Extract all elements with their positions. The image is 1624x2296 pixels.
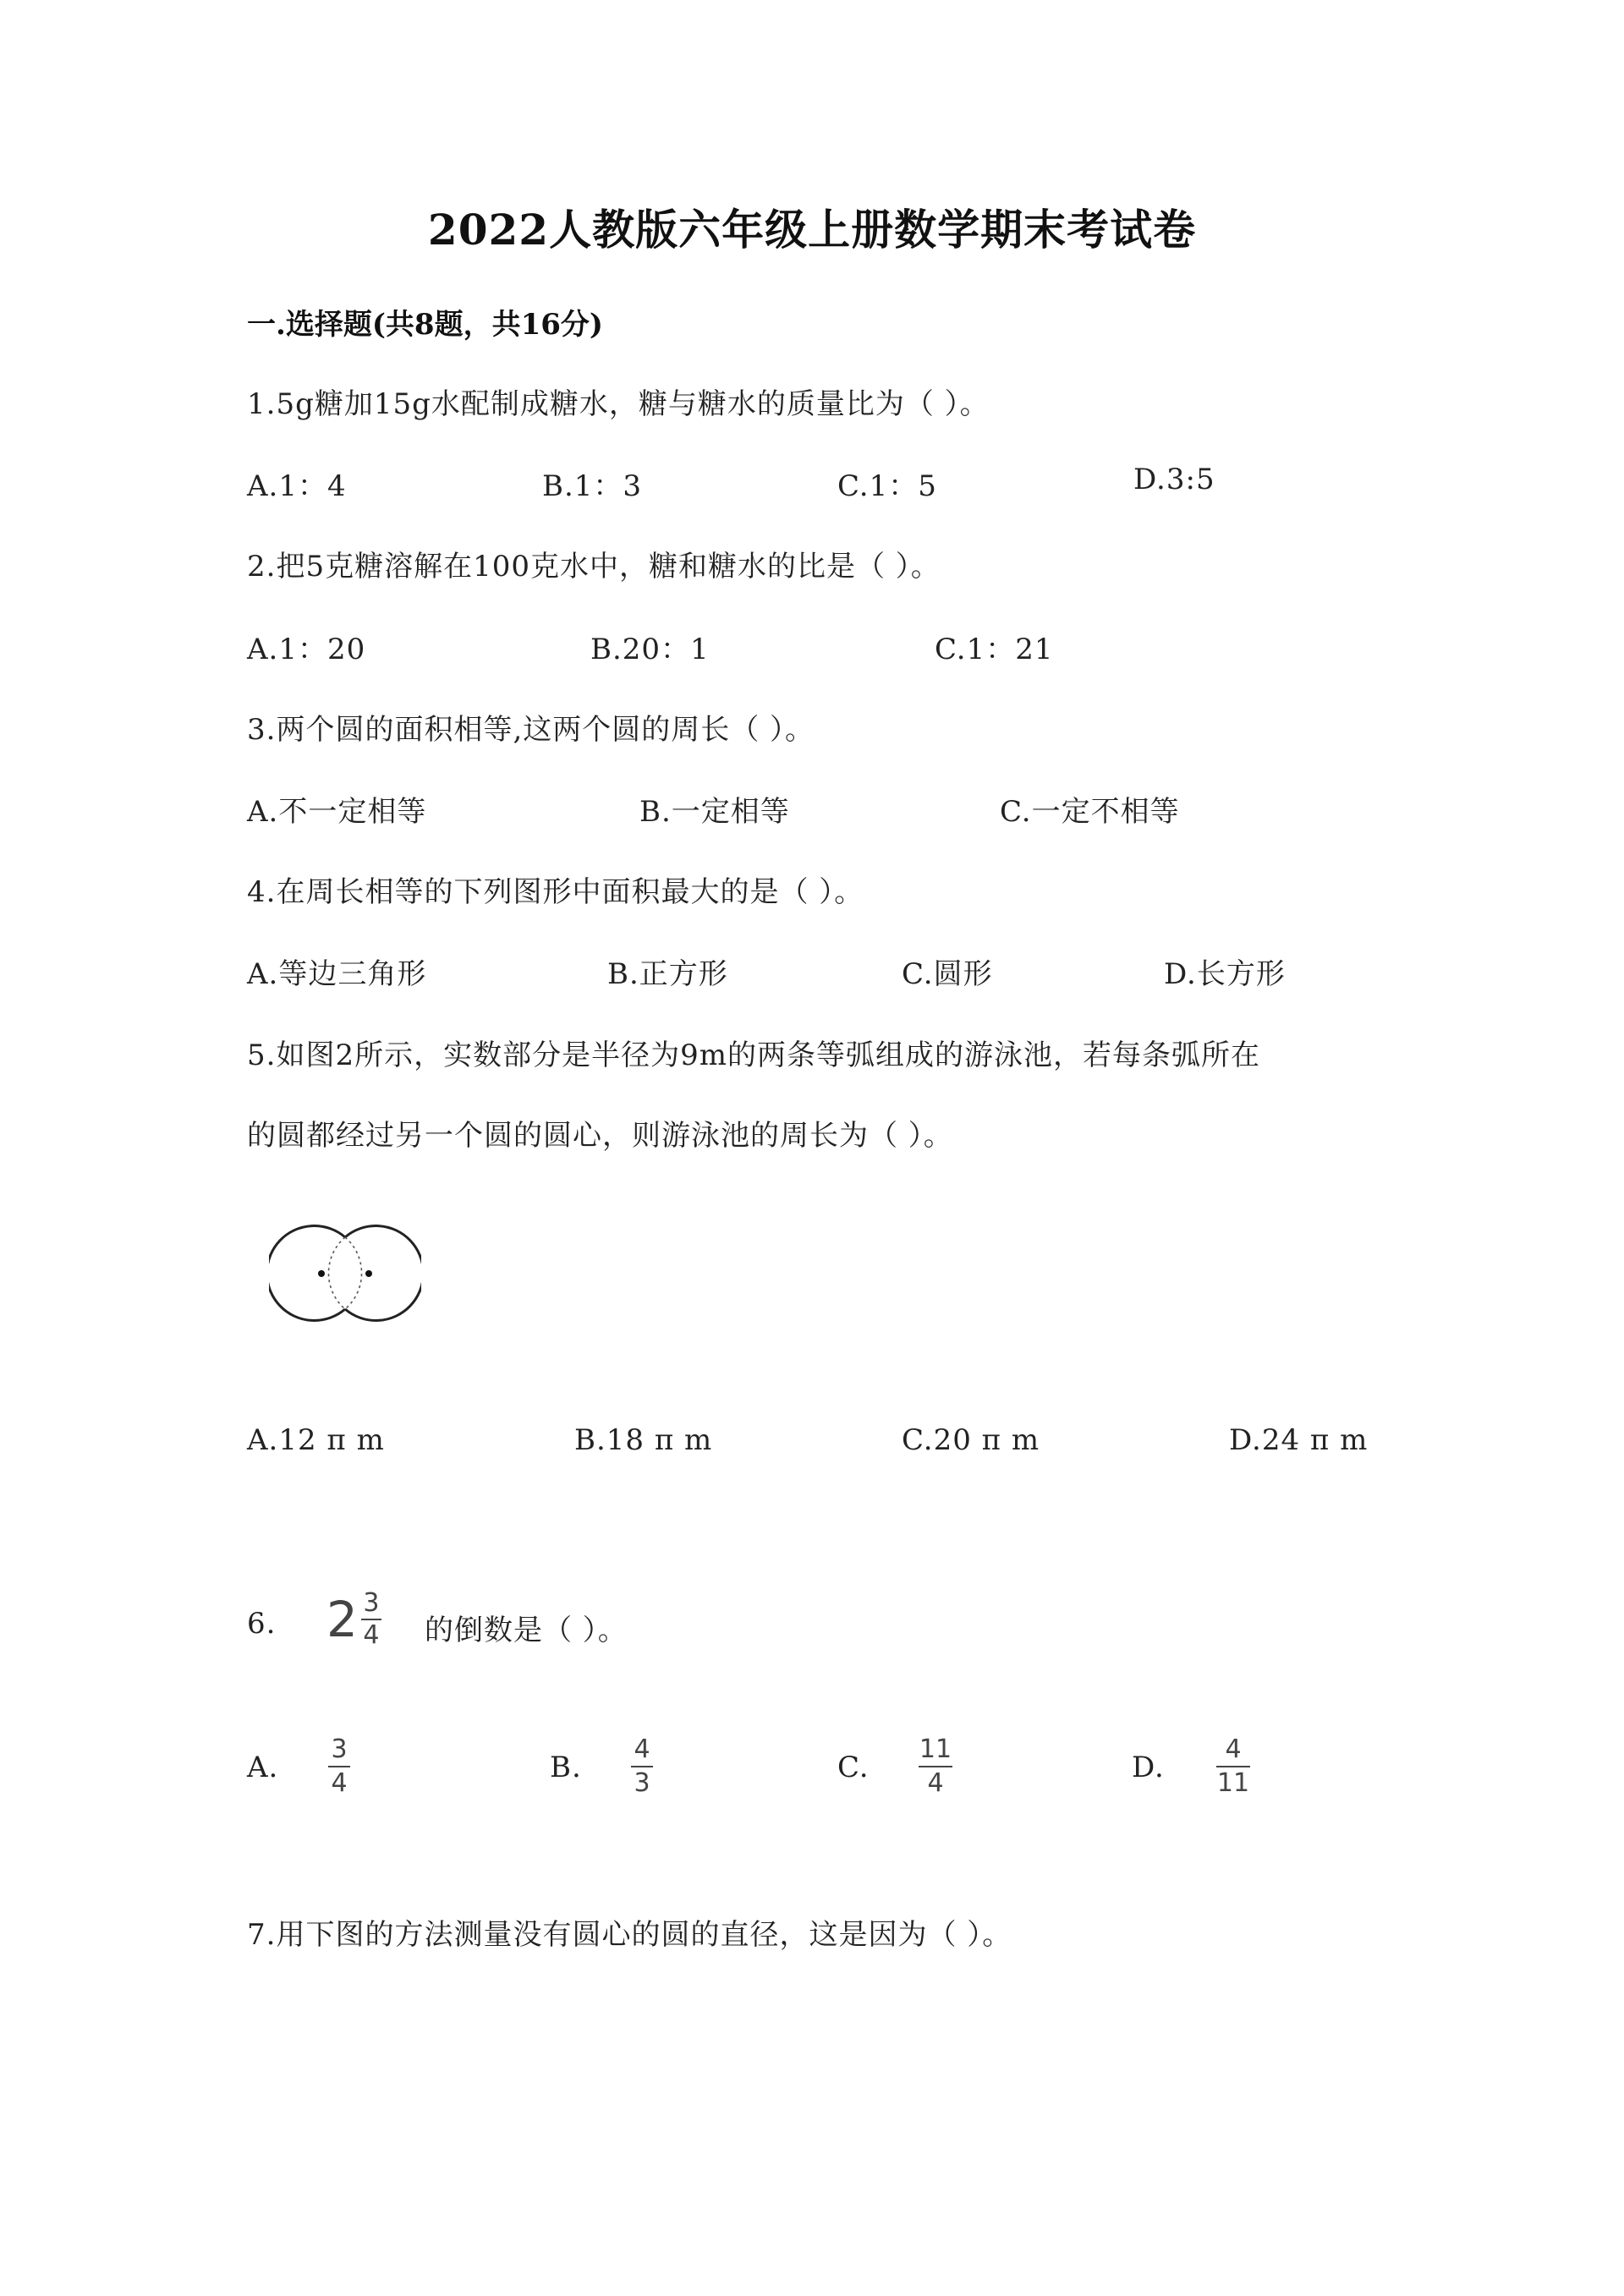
question-6-option-a-letter[interactable]: A.: [247, 1751, 279, 1784]
question-3-option-c[interactable]: C.一定不相等: [1000, 795, 1180, 829]
left-center-dot: [318, 1270, 325, 1277]
numerator: 4: [1225, 1734, 1242, 1764]
question-3-stem: 3.两个圆的面积相等,这两个圆的周长（ ）。: [247, 713, 815, 747]
question-5-option-a[interactable]: A.12 π m: [247, 1423, 385, 1457]
question-5-stem-line1: 5.如图2所示，实数部分是半径为9m的两条等弧组成的游泳池，若每条弧所在: [247, 1038, 1260, 1072]
question-4-option-b[interactable]: B.正方形: [607, 957, 728, 991]
fraction-bar: [328, 1766, 350, 1767]
question-6-suffix: 的倒数是（ ）。: [425, 1614, 628, 1647]
mixed-fraction: [361, 1590, 381, 1649]
two-circles-figure: [269, 1218, 421, 1328]
fraction-bar: [919, 1766, 952, 1767]
fraction-bar: [631, 1766, 653, 1767]
question-6-option-b-fraction[interactable]: [631, 1735, 653, 1798]
numerator: 11: [919, 1734, 952, 1764]
question-1-option-a[interactable]: A.1：4: [247, 469, 347, 503]
mixed-whole: 2: [326, 1591, 358, 1648]
left-dotted-arc: [345, 1237, 362, 1309]
question-1-option-b[interactable]: B.1：3: [542, 469, 643, 503]
mixed-denominator: 4: [363, 1620, 380, 1650]
question-5-option-d[interactable]: D.24 π m: [1229, 1423, 1369, 1457]
question-2-option-b[interactable]: B.20：1: [590, 633, 710, 666]
numerator: 4: [634, 1734, 650, 1764]
denominator: 3: [634, 1768, 650, 1798]
section-heading: 一.选择题(共8题，共16分): [247, 308, 603, 342]
question-6-option-b-letter[interactable]: B.: [550, 1751, 582, 1784]
question-7-stem: 7.用下图的方法测量没有圆心的圆的直径，这是因为（ ）。: [247, 1918, 1012, 1952]
question-2-option-c[interactable]: C.1：21: [935, 633, 1054, 666]
question-4-option-a[interactable]: A.等边三角形: [247, 957, 427, 991]
question-1-option-c[interactable]: C.1：5: [837, 469, 937, 503]
question-2-option-a[interactable]: A.1：20: [247, 633, 366, 666]
numerator: 3: [331, 1734, 348, 1764]
right-center-dot: [365, 1270, 372, 1277]
question-5-stem-line2: 的圆都经过另一个圆的圆心，则游泳池的周长为（ ）。: [247, 1119, 953, 1153]
question-4-stem: 4.在周长相等的下列图形中面积最大的是（ ）。: [247, 875, 864, 909]
question-5-option-b[interactable]: B.18 π m: [574, 1423, 713, 1457]
right-dotted-arc: [328, 1237, 345, 1309]
question-4-option-c[interactable]: C.圆形: [902, 957, 993, 991]
left-solid-arc: [269, 1226, 345, 1321]
question-6-option-a-fraction[interactable]: [328, 1735, 350, 1798]
question-1-option-d[interactable]: D.3:5: [1133, 463, 1215, 496]
question-6-option-d-fraction[interactable]: [1216, 1735, 1250, 1798]
question-3-option-b[interactable]: B.一定相等: [639, 795, 790, 829]
page-title: 2022人教版六年级上册数学期末考试卷: [427, 205, 1197, 255]
question-1-stem: 1.5g糖加15g水配制成糖水，糖与糖水的质量比为（ ）。: [247, 387, 990, 421]
question-3-option-a[interactable]: A.不一定相等: [247, 795, 427, 829]
denominator: 4: [927, 1768, 944, 1798]
question-2-stem: 2.把5克糖溶解在100克水中，糖和糖水的比是（ ）。: [247, 550, 941, 584]
denominator: 11: [1216, 1768, 1250, 1798]
question-5-option-c[interactable]: C.20 π m: [902, 1423, 1040, 1457]
mixed-numerator: 3: [363, 1588, 380, 1618]
question-6-number: 6.: [247, 1607, 277, 1641]
denominator: 4: [331, 1768, 348, 1798]
question-6-option-c-fraction[interactable]: [919, 1735, 952, 1798]
fraction-bar: [1216, 1766, 1250, 1767]
question-6-option-d-letter[interactable]: D.: [1132, 1751, 1165, 1784]
question-6-mixed-number: [326, 1590, 381, 1649]
question-4-option-d[interactable]: D.长方形: [1164, 957, 1286, 991]
question-6-option-c-letter[interactable]: C.: [837, 1751, 870, 1784]
right-solid-arc: [345, 1226, 421, 1321]
